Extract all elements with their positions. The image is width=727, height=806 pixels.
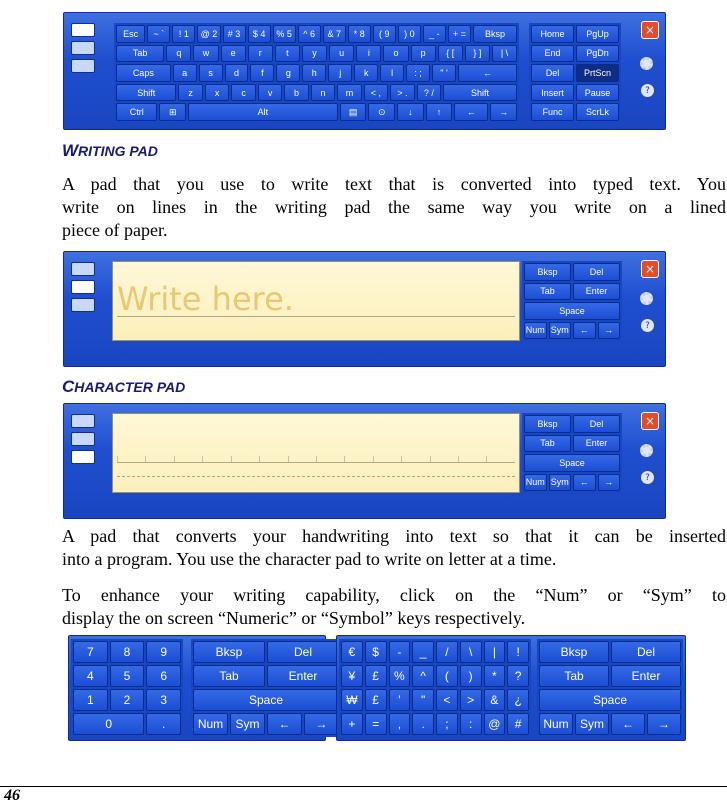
character-cell[interactable] <box>401 456 429 462</box>
key-sym[interactable]: Sym <box>549 474 572 492</box>
key-num[interactable]: Num <box>524 474 547 492</box>
key-end[interactable]: End <box>531 45 574 63</box>
keyboard-row <box>116 64 517 82</box>
key-symbol[interactable]: . <box>146 713 181 735</box>
character-cell[interactable] <box>316 456 344 462</box>
key-symbol[interactable]: ← <box>458 64 517 82</box>
key-del[interactable]: Del <box>267 641 339 663</box>
key-symbol[interactable]: / <box>436 641 458 663</box>
key-symbol[interactable]: ' <box>389 689 411 711</box>
key-tab[interactable]: Tab <box>193 665 265 687</box>
numeric-pad-panel <box>68 635 326 741</box>
text-line: To enhance your writing capability, click on the “Num” or “Sym” to <box>62 585 726 605</box>
writing-pad-mode-button[interactable] <box>71 41 95 55</box>
key-symbol[interactable]: + = <box>448 25 471 43</box>
key-2[interactable]: @ 2 <box>197 25 220 43</box>
key-symbol[interactable]: | <box>484 641 506 663</box>
key-symbol[interactable]: { [ <box>438 45 463 63</box>
character-cell[interactable] <box>430 456 458 462</box>
navigation-keys <box>529 23 621 123</box>
key-symbol[interactable]: < <box>436 689 458 711</box>
keyboard-row <box>116 45 517 63</box>
key-k[interactable]: k <box>354 64 378 82</box>
key-pgdn[interactable]: PgDn <box>576 45 619 63</box>
key-symbol[interactable]: ~ ` <box>147 25 170 43</box>
key-6[interactable]: ^ 6 <box>298 25 321 43</box>
key-symbol[interactable]: ( <box>436 665 458 687</box>
key-prtscn[interactable]: PrtScn <box>576 64 619 82</box>
keyboard-row <box>116 25 517 43</box>
key-del[interactable]: Del <box>531 64 574 82</box>
key-j[interactable]: j <box>328 64 352 82</box>
keyboard-row <box>116 84 517 102</box>
help-icon[interactable]: ? <box>640 470 655 485</box>
text-line: piece of paper. <box>62 220 168 240</box>
key-symbol[interactable]: → <box>598 474 621 492</box>
keyboard-mode-button[interactable] <box>71 262 95 276</box>
character-cells <box>117 452 515 463</box>
text-line: A pad that you use to write text that is converted into typed text. You <box>62 174 726 194</box>
key-c[interactable]: c <box>231 84 255 102</box>
key-3[interactable]: 3 <box>146 689 181 711</box>
key-2[interactable]: 2 <box>110 689 145 711</box>
key-bksp[interactable]: Bksp <box>193 641 265 663</box>
character-pad-heading <box>62 377 185 397</box>
key-f[interactable]: f <box>250 64 274 82</box>
key-symbol[interactable]: ₩ <box>341 689 363 711</box>
character-pad-mode-button[interactable] <box>71 298 95 312</box>
key-sym[interactable]: Sym <box>230 713 265 735</box>
key-u[interactable]: u <box>329 45 354 63</box>
character-pad-heading-rest: HARACTER PAD <box>74 379 186 395</box>
key-bksp[interactable]: Bksp <box>473 25 517 43</box>
character-cell[interactable] <box>344 456 372 462</box>
key-8[interactable]: * 8 <box>348 25 371 43</box>
key-symbol[interactable]: → <box>647 713 681 735</box>
gear-icon[interactable] <box>640 292 653 305</box>
close-icon[interactable]: × <box>641 260 659 278</box>
writing-pad-heading <box>62 141 158 161</box>
page-number: 46 <box>4 787 20 804</box>
character-cell[interactable] <box>202 456 230 462</box>
close-icon[interactable]: × <box>641 21 659 39</box>
key-symbol[interactable]: $ <box>365 641 387 663</box>
gear-icon[interactable] <box>640 444 653 457</box>
key-bksp[interactable]: Bksp <box>539 641 609 663</box>
key-sym[interactable]: Sym <box>549 322 572 340</box>
key-pause[interactable]: Pause <box>576 84 619 102</box>
character-pad-mode-button[interactable] <box>71 450 95 464</box>
character-cell[interactable] <box>288 456 316 462</box>
key-symbol[interactable]: > . <box>390 84 414 102</box>
character-cell[interactable] <box>145 456 173 462</box>
key-symbol[interactable]: → <box>304 713 339 735</box>
key-a[interactable]: a <box>173 64 197 82</box>
writing-pad-heading-initial: W <box>62 141 79 160</box>
key-symbol[interactable]: \ <box>460 641 482 663</box>
key-symbol[interactable]: £ <box>365 665 387 687</box>
text-line: into a program. You use the character pad to write on letter at a time. <box>62 549 557 569</box>
key-0[interactable]: 0 <box>73 713 144 735</box>
key-symbol[interactable]: ▤ <box>340 103 367 121</box>
key-insert[interactable]: Insert <box>531 84 574 102</box>
character-cell[interactable] <box>174 456 202 462</box>
key-alt[interactable]: Alt <box>188 103 338 121</box>
footer-rule <box>0 786 727 787</box>
key-symbol[interactable]: & <box>484 689 506 711</box>
help-icon[interactable]: ? <box>640 83 655 98</box>
character-writing-area[interactable] <box>112 413 520 493</box>
key-symbol[interactable]: " ' <box>432 64 456 82</box>
writing-pad-panel <box>63 251 666 367</box>
key-enter[interactable]: Enter <box>573 435 620 453</box>
key-w[interactable]: w <box>193 45 218 63</box>
key-symbol[interactable]: ← <box>573 474 596 492</box>
key-func[interactable]: Func <box>531 103 574 121</box>
key-symbol[interactable]: _ <box>412 641 434 663</box>
key-sym[interactable]: Sym <box>575 713 609 735</box>
key-symbol[interactable]: £ <box>365 689 387 711</box>
text-line: display the on screen “Numeric” or “Symbol” keys respectively. <box>62 608 526 628</box>
key-n[interactable]: n <box>311 84 335 102</box>
keyboard-mode-button[interactable] <box>71 23 95 37</box>
key-symbol[interactable]: | \ <box>492 45 517 63</box>
key-4[interactable]: 4 <box>73 665 108 687</box>
key-symbol[interactable]: → <box>490 103 517 121</box>
key-5[interactable]: 5 <box>110 665 145 687</box>
key-symbol[interactable]: % <box>389 665 411 687</box>
key-del[interactable]: Del <box>611 641 681 663</box>
close-icon[interactable]: × <box>641 412 659 430</box>
numeric-side-keys <box>191 639 341 737</box>
key-symbol[interactable]: = <box>365 713 387 735</box>
key-symbol[interactable]: > <box>460 689 482 711</box>
text-line: A pad that converts your handwriting into text so that it can be inserted <box>62 526 726 546</box>
key-p[interactable]: p <box>411 45 436 63</box>
keyboard-mode-button[interactable] <box>71 414 95 428</box>
keyboard-panel <box>63 12 666 130</box>
key-esc[interactable]: Esc <box>116 25 145 43</box>
character-cell[interactable] <box>231 456 259 462</box>
gear-icon[interactable] <box>640 57 653 70</box>
key-q[interactable]: q <box>166 45 191 63</box>
key-y[interactable]: y <box>302 45 327 63</box>
key-v[interactable]: v <box>258 84 282 102</box>
key-symbol[interactable]: : <box>460 713 482 735</box>
character-pad-description <box>62 525 726 571</box>
key-1[interactable]: ! 1 <box>172 25 195 43</box>
writing-pad-keys <box>522 261 622 341</box>
symbol-keys <box>339 639 531 737</box>
key-symbol[interactable]: ? <box>507 665 529 687</box>
character-cell[interactable] <box>486 456 514 462</box>
mode-switcher <box>71 23 97 73</box>
writing-pad-mode-button[interactable] <box>71 280 95 294</box>
key-enter[interactable]: Enter <box>267 665 339 687</box>
key-symbol[interactable]: € <box>341 641 363 663</box>
key-bksp[interactable]: Bksp <box>524 415 571 433</box>
key-tab[interactable]: Tab <box>524 435 571 453</box>
key-9[interactable]: ( 9 <box>373 25 396 43</box>
character-cell[interactable] <box>117 456 145 462</box>
key-del[interactable]: Del <box>573 263 620 281</box>
key-symbol[interactable]: ↓ <box>397 103 424 121</box>
help-icon[interactable]: ? <box>640 318 655 333</box>
character-pad-keys <box>522 413 622 493</box>
enhance-description <box>62 584 726 630</box>
key-symbol[interactable]: ↑ <box>426 103 453 121</box>
key-s[interactable]: s <box>199 64 223 82</box>
write-here-placeholder: Write here. <box>117 280 294 318</box>
key-d[interactable]: d <box>225 64 249 82</box>
numeric-keys <box>71 639 183 737</box>
key-z[interactable]: z <box>178 84 202 102</box>
key-symbol[interactable]: * <box>484 665 506 687</box>
key-symbol[interactable]: # <box>507 713 529 735</box>
key-3[interactable]: # 3 <box>223 25 246 43</box>
key-h[interactable]: h <box>302 64 326 82</box>
writing-pad-description <box>62 173 726 242</box>
key-symbol[interactable]: → <box>598 322 621 340</box>
key-tab[interactable]: Tab <box>116 45 164 63</box>
key-num[interactable]: Num <box>524 322 547 340</box>
key-symbol[interactable]: @ <box>484 713 506 735</box>
key-ctrl[interactable]: Ctrl <box>116 103 157 121</box>
key-symbol[interactable]: ^ <box>412 665 434 687</box>
key-caps[interactable]: Caps <box>116 64 171 82</box>
key-bksp[interactable]: Bksp <box>524 263 571 281</box>
key-symbol[interactable]: , <box>389 713 411 735</box>
key-i[interactable]: i <box>356 45 381 63</box>
key-space[interactable]: Space <box>193 689 339 711</box>
key-g[interactable]: g <box>276 64 300 82</box>
key-symbol[interactable]: : ; <box>406 64 430 82</box>
key-e[interactable]: e <box>221 45 246 63</box>
key-tab[interactable]: Tab <box>539 665 609 687</box>
key-5[interactable]: % 5 <box>273 25 296 43</box>
key-7[interactable]: 7 <box>73 641 108 663</box>
key-9[interactable]: 9 <box>146 641 181 663</box>
main-keyboard <box>114 23 519 123</box>
key-symbol[interactable]: " <box>412 689 434 711</box>
key-1[interactable]: 1 <box>73 689 108 711</box>
key-6[interactable]: 6 <box>146 665 181 687</box>
key-b[interactable]: b <box>284 84 308 102</box>
key-symbol[interactable]: + <box>341 713 363 735</box>
key-m[interactable]: m <box>337 84 361 102</box>
key-num[interactable]: Num <box>539 713 573 735</box>
character-cell[interactable] <box>458 456 486 462</box>
key-x[interactable]: x <box>205 84 229 102</box>
mode-switcher <box>71 262 97 312</box>
key-symbol[interactable]: _ - <box>423 25 446 43</box>
key-symbol[interactable]: ← <box>611 713 645 735</box>
writing-area[interactable] <box>112 261 520 341</box>
key-shift[interactable]: Shift <box>116 84 176 102</box>
keyboard-row <box>116 103 517 121</box>
key-del[interactable]: Del <box>573 415 620 433</box>
key-num[interactable]: Num <box>193 713 228 735</box>
writing-pad-mode-button[interactable] <box>71 432 95 446</box>
key-enter[interactable]: Enter <box>573 283 620 301</box>
key-7[interactable]: & 7 <box>323 25 346 43</box>
key-o[interactable]: o <box>383 45 408 63</box>
key-symbol[interactable]: ← <box>454 103 488 121</box>
key-symbol[interactable]: ¿ <box>507 689 529 711</box>
key-symbol[interactable]: ! <box>507 641 529 663</box>
key-symbol[interactable]: . <box>412 713 434 735</box>
key-4[interactable]: $ 4 <box>248 25 271 43</box>
key-8[interactable]: 8 <box>110 641 145 663</box>
key-scrlk[interactable]: ScrLk <box>576 103 619 121</box>
writing-pad-heading-rest: RITING PAD <box>78 143 158 159</box>
writing-line <box>117 316 515 317</box>
key-symbol[interactable]: < , <box>364 84 388 102</box>
key-0[interactable]: ) 0 <box>398 25 421 43</box>
character-pad-mode-button[interactable] <box>71 59 95 73</box>
symbol-pad-panel <box>336 635 686 741</box>
character-cell[interactable] <box>259 456 287 462</box>
mode-switcher <box>71 414 97 464</box>
key-space[interactable]: Space <box>524 302 620 320</box>
text-line: write on lines in the writing pad the same way you write on a lined <box>62 197 726 217</box>
key-pgup[interactable]: PgUp <box>576 25 619 43</box>
baseline-dashed <box>117 476 515 477</box>
key-tab[interactable]: Tab <box>524 283 571 301</box>
key-space[interactable]: Space <box>524 454 620 472</box>
character-pad-panel <box>63 403 666 519</box>
key-symbol[interactable]: - <box>389 641 411 663</box>
key-shift[interactable]: Shift <box>443 84 517 102</box>
key-home[interactable]: Home <box>531 25 574 43</box>
key-symbol[interactable]: ← <box>267 713 302 735</box>
key-t[interactable]: t <box>275 45 300 63</box>
key-space[interactable]: Space <box>539 689 681 711</box>
character-cell[interactable] <box>373 456 401 462</box>
key-symbol[interactable]: } ] <box>465 45 490 63</box>
key-r[interactable]: r <box>248 45 273 63</box>
key-l[interactable]: l <box>380 64 404 82</box>
character-pad-heading-initial: C <box>62 377 75 396</box>
key-symbol[interactable]: ⊙ <box>368 103 395 121</box>
symbol-side-keys <box>537 639 683 737</box>
key-enter[interactable]: Enter <box>611 665 681 687</box>
key-symbol[interactable]: ) <box>460 665 482 687</box>
key-symbol[interactable]: ? / <box>417 84 441 102</box>
key-symbol[interactable]: ← <box>573 322 596 340</box>
key-symbol[interactable]: ⊞ <box>159 103 186 121</box>
key-symbol[interactable]: ¥ <box>341 665 363 687</box>
key-symbol[interactable]: ; <box>436 713 458 735</box>
